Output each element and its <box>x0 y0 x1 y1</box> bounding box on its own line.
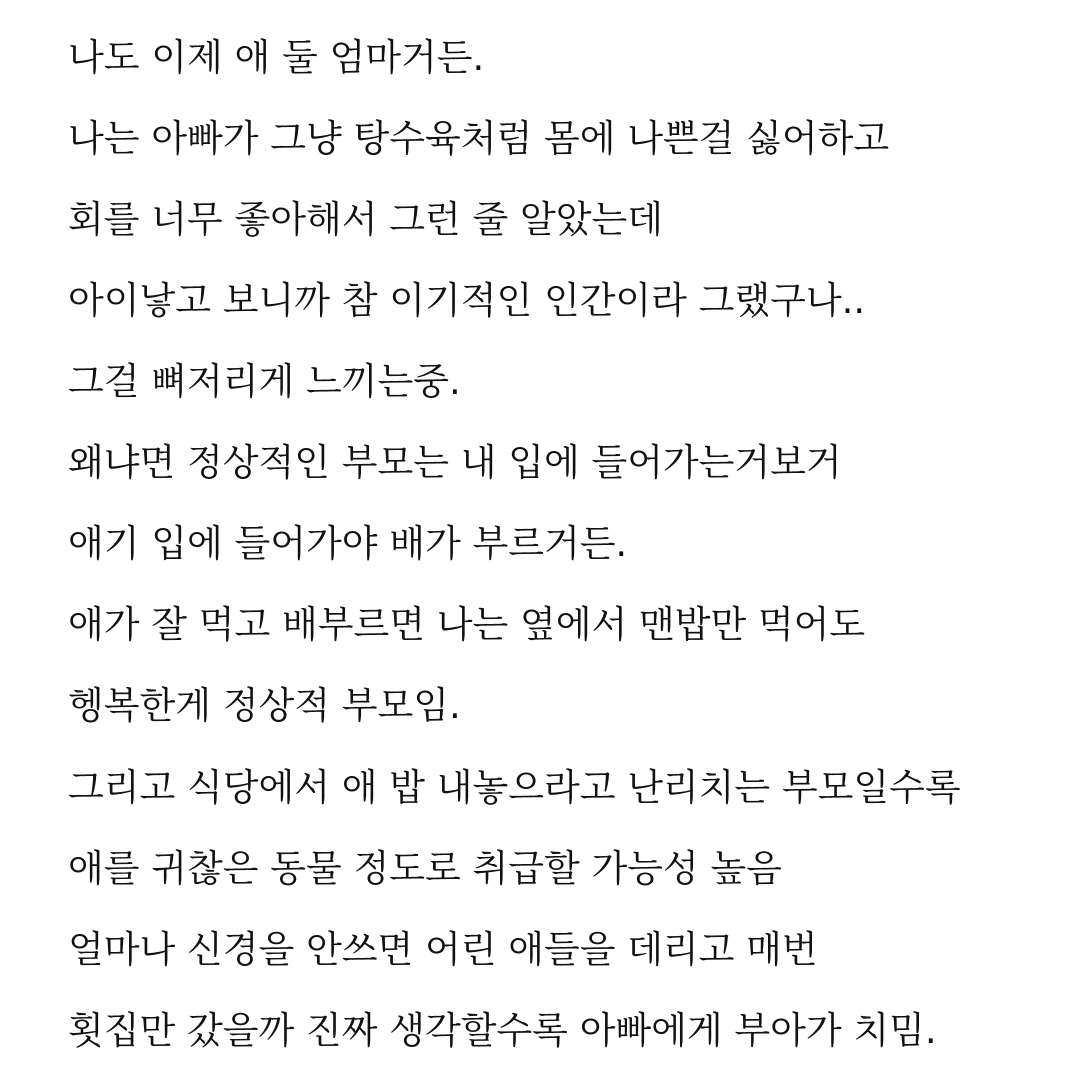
text-line: 아이낳고 보니까 참 이기적인 인간이라 그랬구나.. <box>68 279 866 322</box>
text-line: 애가 잘 먹고 배부르면 나는 옆에서 맨밥만 먹어도 <box>68 603 866 646</box>
text-line: 그리고 식당에서 애 밥 내놓으라고 난리치는 부모일수록 <box>68 766 961 809</box>
text-line: 횟집만 갔을까 진짜 생각할수록 아빠에게 부아가 치밈. <box>68 1009 937 1052</box>
text-line: 애기 입에 들어가야 배가 부르거든. <box>68 522 628 565</box>
text-line: 회를 너무 좋아해서 그런 줄 알았는데 <box>68 198 663 241</box>
text-line: 나도 이제 애 둘 엄마거든. <box>68 36 485 79</box>
text-line: 나는 아빠가 그냥 탕수육처럼 몸에 나쁜걸 싫어하고 <box>68 117 890 160</box>
paragraph-2 <box>68 762 1060 1086</box>
text-line: 헹복한게 정상적 부모임. <box>68 684 461 727</box>
text-line: 왜냐면 정상적인 부모는 내 입에 들어가는거보거 <box>68 441 842 484</box>
text-line: 얼마나 신경을 안쓰면 어린 애들을 데리고 매번 <box>68 928 818 971</box>
paragraph-1 <box>68 32 1060 761</box>
text-line: 애를 귀찮은 동물 정도로 취급할 가능성 높음 <box>68 847 782 890</box>
text-line: 그걸 뼈저리게 느끼는중. <box>68 360 461 403</box>
